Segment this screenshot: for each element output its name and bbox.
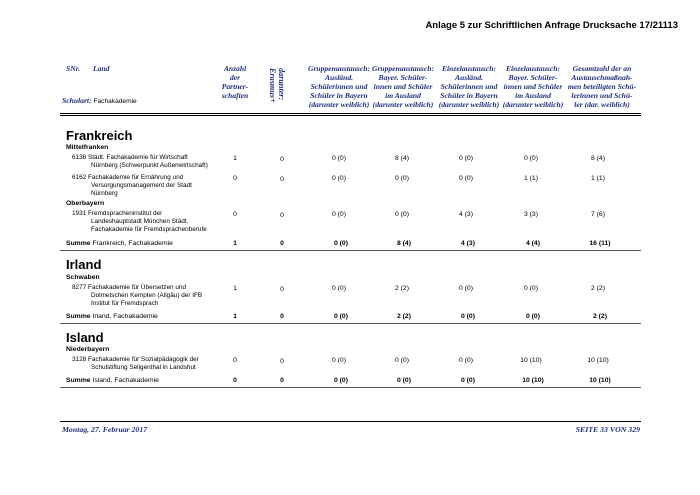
institution-row bbox=[72, 356, 232, 372]
cell-single-foreign: 4 (3) bbox=[459, 211, 473, 218]
school-number: 8277 bbox=[72, 284, 87, 291]
cell-group-foreign: 0 (0) bbox=[332, 285, 346, 292]
school-number: 6138 bbox=[72, 154, 87, 161]
header-col-total: Gesamtzahl der an Austauschmaßnah- men beteiligten Schü- lerinnen und Schü- ler (dar. weiblich) bbox=[567, 64, 637, 109]
sum-erasmus: 0 bbox=[280, 240, 284, 247]
region-heading: Niederbayern bbox=[66, 346, 110, 353]
header-land: Land bbox=[93, 64, 110, 73]
sum-group-foreign: 0 (0) bbox=[334, 240, 348, 247]
cell-group-bavarian: 0 (0) bbox=[395, 175, 409, 182]
institution-row bbox=[72, 284, 232, 308]
school-name-line: Landeshauptstadt München Städt. bbox=[91, 218, 189, 225]
cell-group-bavarian: 2 (2) bbox=[395, 285, 409, 292]
cell-group-foreign: 0 (0) bbox=[332, 155, 346, 162]
cell-group-foreign: 0 (0) bbox=[332, 357, 346, 364]
cell-total: 2 (2) bbox=[591, 285, 605, 292]
cell-single-bavarian: 0 (0) bbox=[524, 285, 538, 292]
header-col-partnerships: Anzahl der Partner- schaften bbox=[221, 64, 249, 100]
sum-partnerships: 1 bbox=[233, 313, 237, 320]
summary-label: Frankreich, Fachakademie bbox=[92, 240, 173, 247]
cell-partnerships: 1 bbox=[233, 155, 237, 162]
school-name-line: Schulstiftung Seligenthal in Landshut bbox=[91, 364, 196, 371]
sum-group-bavarian: 2 (2) bbox=[397, 313, 411, 320]
school-name-line: Nürnberg (Schwerpunkt Außenwirtschaft) bbox=[91, 162, 208, 169]
cell-partnerships: 0 bbox=[233, 175, 237, 182]
schulart-value: Fachakademie bbox=[93, 98, 137, 105]
summary-label: Irland, Fachakademie bbox=[92, 313, 158, 320]
summary-underline bbox=[60, 387, 641, 388]
cell-group-bavarian: 0 (0) bbox=[395, 357, 409, 364]
sum-single-bavarian: 10 (10) bbox=[522, 377, 544, 384]
sum-single-bavarian: 0 (0) bbox=[526, 313, 540, 320]
summary-row bbox=[66, 240, 173, 247]
sum-group-foreign: 0 (0) bbox=[334, 377, 348, 384]
school-name-line: Nürnberg bbox=[91, 190, 118, 197]
school-number: 3128 bbox=[72, 356, 87, 363]
cell-erasmus: 0 bbox=[280, 358, 284, 365]
header-schulart bbox=[62, 96, 137, 105]
cell-group-bavarian: 8 (4) bbox=[395, 155, 409, 162]
sum-single-foreign: 0 (0) bbox=[461, 377, 475, 384]
header-col-group-foreign: Gruppenaustausch: Ausländ. Schülerinnen und Schüler in Bayern (darunter weiblich) bbox=[307, 64, 371, 109]
sum-partnerships: 0 bbox=[233, 377, 237, 384]
school-name-line: Fremdspracheninstitut der bbox=[88, 210, 163, 217]
summary-label: Island, Fachakademie bbox=[92, 377, 159, 384]
cell-total: 1 (1) bbox=[591, 175, 605, 182]
summary-label-bold: Summe bbox=[66, 313, 91, 320]
region-heading: Schwaben bbox=[66, 274, 100, 281]
header-col-single-foreign: Einzelaustausch: Ausländ. Schülerinnen und Schüler in Bayern (darunter weiblich) bbox=[438, 64, 500, 109]
header-rule bbox=[60, 113, 641, 114]
header-col-group-bavarian: Gruppenaustausch: Bayer. Schüler- innen und Schüler im Ausland (darunter weiblich) bbox=[371, 64, 435, 109]
cell-total: 7 (6) bbox=[591, 211, 605, 218]
cell-single-bavarian: 3 (3) bbox=[524, 211, 538, 218]
summary-underline bbox=[60, 323, 641, 324]
annex-title: Anlage 5 zur Schriftlichen Anfrage Drucksache 17/21113 bbox=[425, 20, 678, 31]
summary-underline bbox=[60, 250, 641, 251]
cell-total: 10 (10) bbox=[587, 357, 609, 364]
country-heading: Frankreich bbox=[66, 128, 133, 143]
cell-single-bavarian: 1 (1) bbox=[524, 175, 538, 182]
sum-group-foreign: 0 (0) bbox=[334, 313, 348, 320]
cell-single-bavarian: 0 (0) bbox=[524, 155, 538, 162]
header-col-erasmus: darunter: Erasmus+ bbox=[268, 68, 286, 103]
cell-single-foreign: 0 (0) bbox=[459, 285, 473, 292]
cell-group-foreign: 0 (0) bbox=[332, 175, 346, 182]
country-heading: Irland bbox=[66, 257, 102, 272]
cell-partnerships: 1 bbox=[233, 285, 237, 292]
school-number: 6162 bbox=[72, 174, 87, 181]
school-name-line: Fachakademie für Übersetzen und bbox=[88, 284, 187, 291]
sum-single-bavarian: 4 (4) bbox=[526, 240, 540, 247]
cell-single-foreign: 0 (0) bbox=[459, 175, 473, 182]
cell-group-foreign: 0 (0) bbox=[332, 211, 346, 218]
summary-row bbox=[66, 377, 159, 384]
cell-total: 8 (4) bbox=[591, 155, 605, 162]
institution-row bbox=[72, 154, 222, 170]
summary-label-bold: Summe bbox=[66, 377, 91, 384]
cell-group-bavarian: 0 (0) bbox=[395, 211, 409, 218]
footer-rule bbox=[60, 421, 641, 422]
school-name-line: Dolmetschen Kempten (Allgäu) der IFB bbox=[91, 292, 203, 299]
cell-erasmus: 0 bbox=[280, 212, 284, 219]
sum-single-foreign: 0 (0) bbox=[461, 313, 475, 320]
region-heading: Oberbayern bbox=[66, 200, 105, 207]
footer-date: Montag, 27. Februar 2017 bbox=[62, 425, 148, 434]
header-col-single-bavarian: Einzelaustausch: Bayer. Schüler- innen und Schüler im Ausland (darunter weiblich) bbox=[502, 64, 564, 109]
cell-partnerships: 0 bbox=[233, 211, 237, 218]
sum-erasmus: 0 bbox=[280, 313, 284, 320]
header-rule-secondary bbox=[60, 115, 641, 116]
sum-partnerships: 1 bbox=[233, 240, 237, 247]
school-name-line: Fachakademie für Ernährung und bbox=[88, 174, 184, 181]
school-name-line: Fachakademie für Sozialpädagogik der bbox=[88, 356, 199, 363]
school-name-line: Institut für Fremdsprach bbox=[91, 300, 159, 307]
summary-row bbox=[66, 313, 158, 320]
school-number: 1931 bbox=[72, 210, 87, 217]
school-name-line: Fachakademie für Fremdsprachenberufe bbox=[91, 226, 207, 233]
sum-total: 16 (11) bbox=[589, 240, 611, 247]
country-heading: Island bbox=[66, 330, 104, 345]
cell-erasmus: 0 bbox=[280, 286, 284, 293]
schulart-label: Schulart: bbox=[62, 96, 92, 105]
sum-single-foreign: 4 (3) bbox=[461, 240, 475, 247]
footer-page-number: SEITE 33 VON 329 bbox=[575, 425, 640, 434]
cell-single-bavarian: 10 (10) bbox=[520, 357, 542, 364]
cell-single-foreign: 0 (0) bbox=[459, 155, 473, 162]
sum-group-bavarian: 0 (0) bbox=[397, 377, 411, 384]
sum-total: 2 (2) bbox=[593, 313, 607, 320]
cell-erasmus: 0 bbox=[280, 156, 284, 163]
cell-partnerships: 0 bbox=[233, 357, 237, 364]
school-name-line: Städt. Fachakademie für Wirtschaft bbox=[88, 154, 188, 161]
sum-total: 10 (10) bbox=[589, 377, 611, 384]
institution-row bbox=[72, 210, 228, 234]
school-name-line: Versorgungsmanagement der Stadt bbox=[91, 182, 192, 189]
header-snr: SNr. bbox=[66, 64, 81, 73]
cell-erasmus: 0 bbox=[280, 176, 284, 183]
summary-label-bold: Summe bbox=[66, 240, 91, 247]
sum-group-bavarian: 8 (4) bbox=[397, 240, 411, 247]
institution-row bbox=[72, 174, 218, 198]
sum-erasmus: 0 bbox=[280, 377, 284, 384]
region-heading: Mittelfranken bbox=[66, 144, 109, 151]
cell-single-foreign: 0 (0) bbox=[459, 357, 473, 364]
